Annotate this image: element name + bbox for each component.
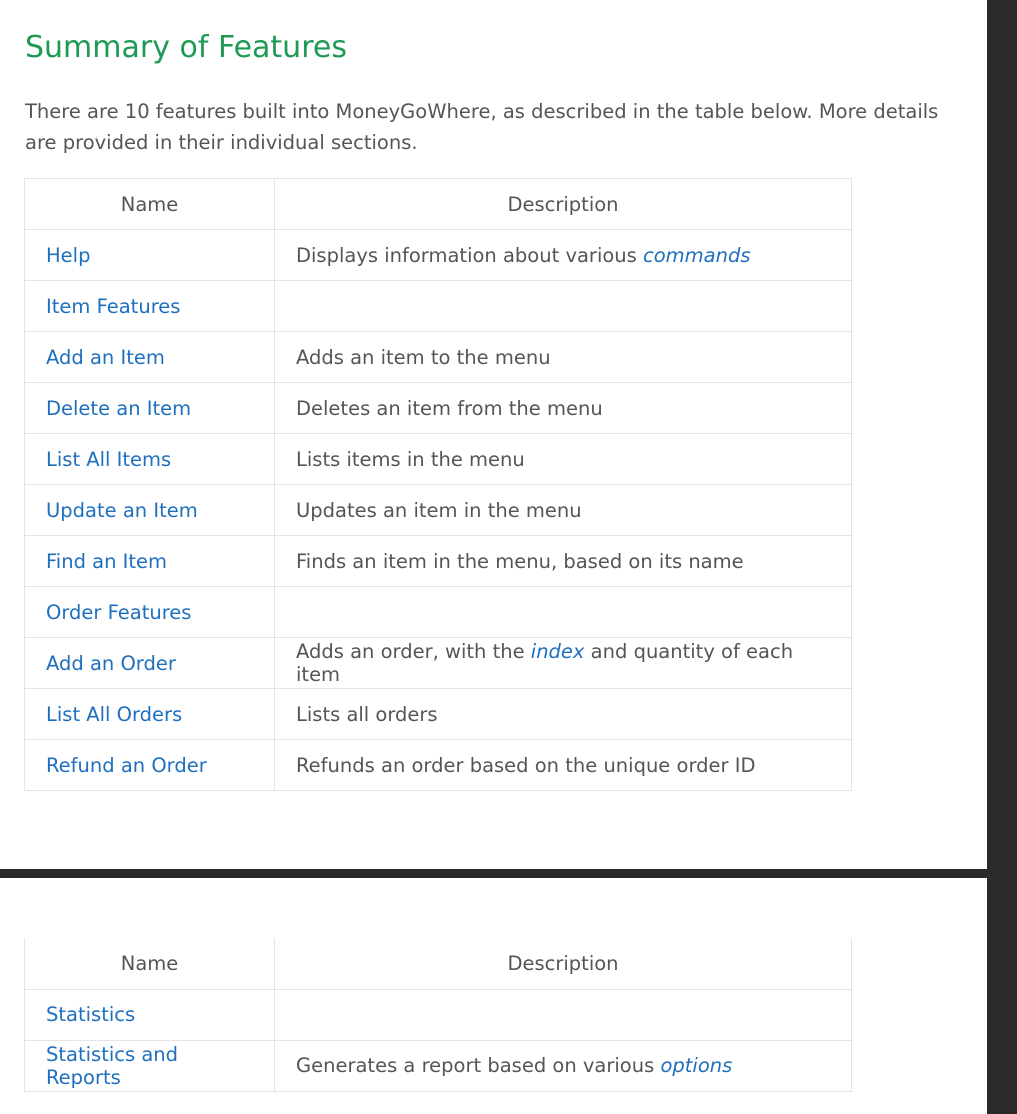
table-row bbox=[25, 230, 852, 281]
feature-description-cell bbox=[275, 281, 852, 332]
feature-link[interactable]: List All Orders bbox=[46, 702, 183, 726]
feature-link[interactable]: Add an Order bbox=[46, 651, 176, 675]
table-row bbox=[25, 587, 852, 638]
feature-name-cell bbox=[25, 1040, 275, 1091]
feature-description-cell bbox=[275, 332, 852, 383]
description-text: Lists items in the menu bbox=[296, 447, 525, 471]
feature-description-cell bbox=[275, 536, 852, 587]
column-header-description: Description bbox=[275, 938, 852, 989]
feature-link[interactable]: Help bbox=[46, 243, 91, 267]
feature-name-cell bbox=[25, 989, 275, 1040]
feature-description-cell bbox=[275, 1040, 852, 1091]
table-row bbox=[25, 383, 852, 434]
page-title: Summary of Features bbox=[25, 30, 347, 65]
feature-description-cell bbox=[275, 587, 852, 638]
feature-link[interactable]: Find an Item bbox=[46, 549, 168, 573]
feature-name-cell bbox=[25, 332, 275, 383]
intro-paragraph: There are 10 features built into MoneyGoWhere, as described in the table below. More details are provided in their individual sections. bbox=[25, 100, 939, 154]
feature-name-cell bbox=[25, 740, 275, 791]
feature-description-cell bbox=[275, 230, 852, 281]
description-text: Adds an order, with the bbox=[296, 640, 531, 663]
feature-name-cell bbox=[25, 281, 275, 332]
feature-link[interactable]: Order Features bbox=[46, 600, 192, 624]
description-text: Generates a report based on various bbox=[296, 1054, 661, 1077]
feature-name-cell bbox=[25, 485, 275, 536]
feature-description-cell bbox=[275, 638, 852, 689]
feature-name-cell bbox=[25, 587, 275, 638]
table-header-row bbox=[25, 179, 852, 230]
feature-name-cell bbox=[25, 434, 275, 485]
feature-link[interactable]: Update an Item bbox=[46, 498, 198, 522]
description-text: and quantity of each item bbox=[296, 640, 794, 686]
glossary-term: index bbox=[530, 640, 585, 663]
table-row bbox=[25, 638, 852, 689]
table-row bbox=[25, 281, 852, 332]
feature-description-cell bbox=[275, 989, 852, 1040]
feature-name-cell bbox=[25, 383, 275, 434]
table-row bbox=[25, 536, 852, 587]
feature-description-cell bbox=[275, 485, 852, 536]
feature-name-cell bbox=[25, 230, 275, 281]
description-text: Refunds an order based on the unique order ID bbox=[296, 753, 756, 777]
feature-description-cell bbox=[275, 689, 852, 740]
table-header-row bbox=[25, 938, 852, 989]
feature-link[interactable]: Statistics and Reports bbox=[46, 1042, 179, 1089]
description-text: Lists all orders bbox=[296, 702, 438, 726]
description-text: Displays information about various bbox=[296, 243, 644, 267]
description-text: Adds an item to the menu bbox=[296, 345, 551, 369]
feature-name-cell bbox=[25, 689, 275, 740]
scrollbar[interactable] bbox=[987, 0, 1017, 1114]
feature-link[interactable]: Refund an Order bbox=[46, 753, 207, 777]
description-text: Updates an item in the menu bbox=[296, 498, 582, 522]
column-header-name: Name bbox=[25, 179, 275, 230]
feature-name-cell bbox=[25, 536, 275, 587]
table-row bbox=[25, 434, 852, 485]
features-table bbox=[24, 178, 852, 791]
feature-link[interactable]: Item Features bbox=[46, 294, 181, 318]
feature-description-cell bbox=[275, 383, 852, 434]
table-row bbox=[25, 989, 852, 1040]
feature-link[interactable]: Add an Item bbox=[46, 345, 165, 369]
description-text: Finds an item in the menu, based on its name bbox=[296, 549, 744, 573]
table-row bbox=[25, 332, 852, 383]
feature-link[interactable]: List All Items bbox=[46, 447, 172, 471]
features-table-continued bbox=[24, 938, 852, 1092]
column-header-description: Description bbox=[275, 179, 852, 230]
feature-description-cell bbox=[275, 740, 852, 791]
glossary-term: commands bbox=[643, 243, 751, 267]
table-row bbox=[25, 1040, 852, 1091]
feature-link[interactable]: Delete an Item bbox=[46, 396, 192, 420]
glossary-term: options bbox=[660, 1054, 733, 1077]
table-row bbox=[25, 689, 852, 740]
table-row bbox=[25, 740, 852, 791]
description-text: Deletes an item from the menu bbox=[296, 396, 603, 420]
column-header-name: Name bbox=[25, 938, 275, 989]
feature-name-cell bbox=[25, 638, 275, 689]
feature-description-cell bbox=[275, 434, 852, 485]
feature-link[interactable]: Statistics bbox=[46, 1003, 136, 1026]
table-row bbox=[25, 485, 852, 536]
page-break-divider bbox=[0, 869, 987, 878]
